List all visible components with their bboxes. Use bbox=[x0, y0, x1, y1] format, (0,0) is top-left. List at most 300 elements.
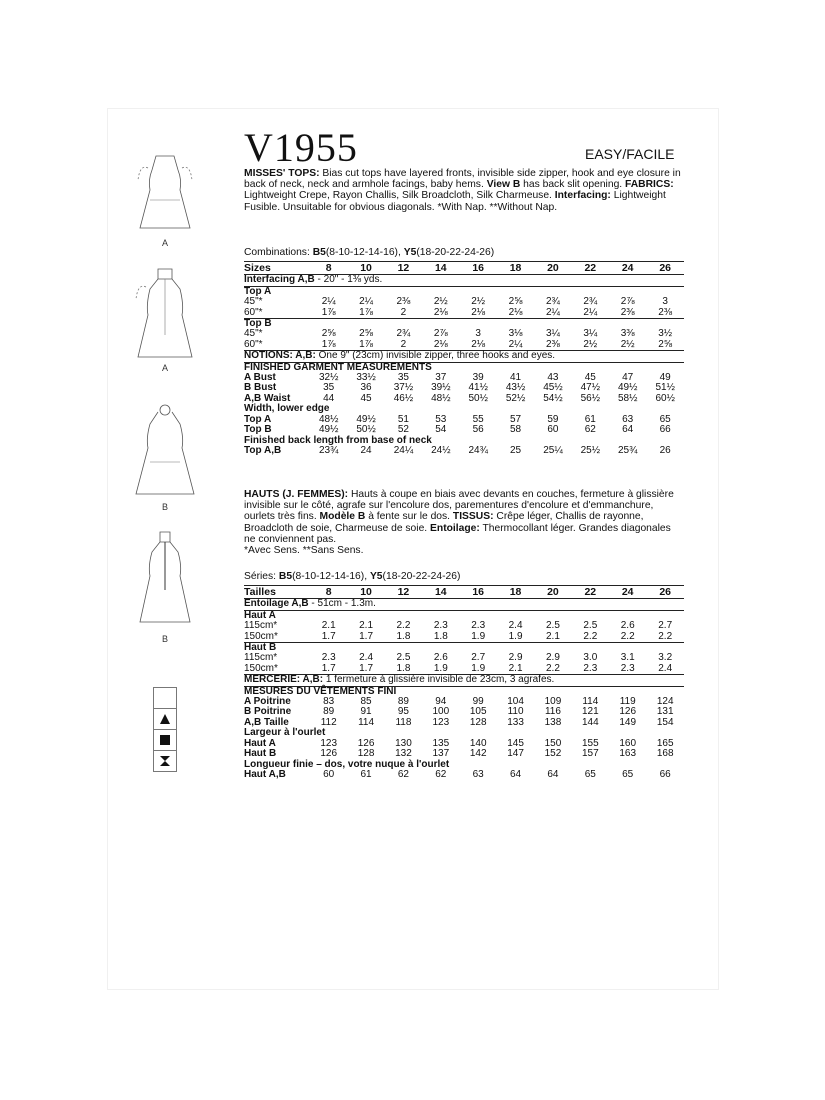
cell-value: 104 bbox=[507, 696, 524, 708]
cell-value: 35 bbox=[323, 382, 335, 394]
cell-value: 45 bbox=[584, 372, 596, 384]
cell-value: 114 bbox=[582, 696, 599, 708]
section-label: FINISHED GARMENT MEASUREMENTS bbox=[244, 362, 684, 373]
cell-value: 36 bbox=[360, 382, 372, 394]
cell-value: 2.3 bbox=[583, 662, 598, 674]
cell-value: 62 bbox=[584, 424, 596, 436]
view-label: A bbox=[161, 363, 168, 373]
cell-value: 64 bbox=[510, 768, 522, 780]
cell-value: 35 bbox=[397, 372, 409, 384]
cell-value: 116 bbox=[544, 706, 561, 718]
cell-value: 3 bbox=[662, 296, 668, 308]
cell-value: 41½ bbox=[468, 382, 488, 394]
size-col: 10 bbox=[347, 586, 384, 599]
cell-value: 123 bbox=[432, 716, 450, 728]
section-label: Haut B bbox=[244, 643, 684, 654]
combinations-english: Combinations: B5(8-10-12-14-16), Y5(18-20-22-24-26) bbox=[244, 247, 495, 258]
row-label: Haut A bbox=[244, 737, 276, 749]
hourglass-icon bbox=[153, 750, 177, 772]
cell-value: 56 bbox=[472, 424, 484, 436]
pattern-number: V1955 bbox=[244, 125, 358, 170]
cell-value: 37½ bbox=[393, 382, 414, 394]
size-col: 24 bbox=[609, 262, 646, 275]
cell-value: 149 bbox=[619, 716, 637, 728]
cell-value: 2⅛ bbox=[471, 306, 486, 318]
cell-value: 2¾ bbox=[545, 296, 560, 308]
cell-value: 126 bbox=[619, 706, 637, 718]
fabrics-text: Lightweight Crepe, Rayon Challis, Silk Broadcloth, Silk Charmeuse. bbox=[244, 190, 555, 202]
sketch-view-a-front bbox=[120, 150, 210, 250]
cell-value: 49 bbox=[659, 372, 671, 384]
row-text: - 51cm - 1.3m. bbox=[308, 598, 376, 610]
yardage-table-english bbox=[244, 261, 684, 456]
cell-value: 2.3 bbox=[321, 652, 336, 664]
cell-value: 2⅛ bbox=[433, 306, 448, 318]
cell-value: 132 bbox=[395, 748, 412, 760]
table-row bbox=[244, 749, 684, 759]
section-label: Top A bbox=[244, 286, 684, 297]
cell-value: 2.4 bbox=[658, 662, 673, 674]
cell-value: 24½ bbox=[431, 444, 451, 456]
cell-value: 1⅞ bbox=[359, 338, 374, 350]
cell-value: 2.6 bbox=[620, 620, 635, 632]
cell-value: 46½ bbox=[393, 392, 414, 404]
cell-value: 124 bbox=[656, 696, 674, 708]
interfacing-text: Lightweight Fusible. Unsuitable for obvious diagonals. *With Nap. **Without Nap. bbox=[244, 190, 666, 213]
tissus-label: TISSUS: bbox=[452, 511, 494, 523]
size-col: 24 bbox=[609, 586, 646, 599]
cell-value: 165 bbox=[656, 737, 674, 749]
view-label: B bbox=[161, 502, 168, 512]
section-row bbox=[244, 760, 684, 770]
cell-value: 37 bbox=[435, 372, 447, 384]
cell-value: 33½ bbox=[356, 372, 376, 384]
cell-value: 54½ bbox=[543, 392, 563, 404]
cell-value: 138 bbox=[544, 716, 562, 728]
cell-value: 51 bbox=[397, 413, 409, 425]
cell-value: 160 bbox=[619, 737, 637, 749]
cell-value: 2.2 bbox=[396, 620, 411, 632]
cell-value: 83 bbox=[323, 696, 335, 708]
table-row bbox=[244, 770, 684, 780]
cell-value: 43 bbox=[547, 372, 559, 384]
blank-icon bbox=[153, 687, 177, 708]
cell-value: 2.1 bbox=[359, 620, 374, 632]
view-label: A bbox=[161, 238, 168, 248]
cell-value: 1⅞ bbox=[321, 306, 336, 318]
cell-value: 2 bbox=[400, 338, 407, 350]
row-label: 115cm* bbox=[244, 620, 278, 632]
cell-value: 1.9 bbox=[471, 630, 486, 642]
cell-value: 2½ bbox=[583, 338, 598, 350]
cell-value: 25½ bbox=[580, 444, 601, 456]
cell-value: 3½ bbox=[658, 328, 673, 340]
cell-value: 50½ bbox=[356, 424, 376, 436]
cell-value: 2⅛ bbox=[508, 306, 523, 318]
cell-value: 66 bbox=[659, 424, 671, 436]
cell-value: 3⅜ bbox=[620, 328, 635, 340]
size-col: 26 bbox=[646, 586, 684, 599]
cell-value: 130 bbox=[395, 737, 412, 749]
cell-value: 2.7 bbox=[471, 652, 486, 664]
cell-value: 94 bbox=[435, 696, 447, 708]
view-label: B bbox=[161, 634, 168, 644]
cell-value: 1.9 bbox=[508, 630, 523, 642]
cell-value: 112 bbox=[320, 716, 337, 728]
row-label: A,B Taille bbox=[244, 716, 289, 728]
size-col: 26 bbox=[646, 262, 684, 275]
cell-value: 2.2 bbox=[620, 630, 635, 642]
sketch-view-b-front bbox=[120, 402, 210, 512]
cell-value: 66 bbox=[659, 768, 671, 780]
cell-value: 1.8 bbox=[396, 662, 411, 674]
cell-value: 144 bbox=[581, 716, 599, 728]
cell-value: 2¼ bbox=[508, 338, 523, 350]
cell-value: 48½ bbox=[318, 413, 339, 425]
cell-value: 2¾ bbox=[396, 328, 411, 340]
cell-value: 3⅛ bbox=[508, 328, 523, 340]
cell-value: 114 bbox=[358, 716, 375, 728]
cell-value: 85 bbox=[360, 696, 372, 708]
cell-value: 58 bbox=[510, 424, 522, 436]
cell-value: 163 bbox=[619, 748, 637, 760]
cell-value: 2¼ bbox=[545, 306, 560, 318]
cell-value: 2.3 bbox=[433, 620, 448, 632]
cell-value: 2.9 bbox=[508, 652, 523, 664]
cell-value: 1.7 bbox=[359, 630, 374, 642]
description-english bbox=[244, 168, 684, 213]
table-row bbox=[244, 415, 684, 425]
cell-value: 142 bbox=[469, 748, 487, 760]
cell-value: 2.3 bbox=[471, 620, 486, 632]
cell-value: 3.1 bbox=[620, 652, 635, 664]
cell-value: 2⅜ bbox=[396, 296, 411, 308]
table-row bbox=[244, 707, 684, 717]
cell-value: 62 bbox=[435, 768, 447, 780]
row-label: A Poitrine bbox=[244, 696, 291, 708]
cell-value: 1.9 bbox=[471, 662, 486, 674]
table-row bbox=[244, 329, 684, 339]
table-row bbox=[244, 632, 684, 643]
cell-value: 2½ bbox=[471, 296, 486, 308]
section-row bbox=[244, 643, 684, 654]
cell-value: 121 bbox=[581, 706, 599, 718]
table-row bbox=[244, 697, 684, 707]
cell-value: 32½ bbox=[318, 372, 339, 384]
cell-value: 44 bbox=[323, 392, 335, 404]
description-french bbox=[244, 489, 684, 556]
row-label: B Poitrine bbox=[244, 706, 292, 718]
row-label: B Bust bbox=[244, 382, 277, 394]
entoilage-label: Entoilage: bbox=[430, 522, 480, 534]
triangle-icon bbox=[153, 708, 177, 729]
cell-value: 48½ bbox=[431, 392, 451, 404]
size-col: 20 bbox=[534, 262, 571, 275]
cell-value: 1.9 bbox=[433, 662, 448, 674]
cell-value: 1.8 bbox=[433, 630, 448, 642]
section-label: Largeur à l'ourlet bbox=[244, 727, 326, 739]
desc-body: has back slit opening. bbox=[520, 179, 626, 191]
cell-value: 60 bbox=[323, 768, 335, 780]
cell-value: 60 bbox=[547, 424, 559, 436]
cell-value: 91 bbox=[360, 706, 372, 718]
cell-value: 123 bbox=[320, 737, 338, 749]
cell-value: 51½ bbox=[655, 382, 675, 394]
section-label: MESURES DU VÊTEMENTS FINI bbox=[244, 686, 684, 697]
cell-value: 3.2 bbox=[658, 652, 673, 664]
cell-value: 3¼ bbox=[583, 328, 598, 340]
cell-value: 49½ bbox=[318, 424, 339, 436]
cell-value: 65 bbox=[659, 413, 671, 425]
cell-value: 1⅞ bbox=[321, 338, 336, 350]
combinations-french: Séries: B5(8-10-12-14-16), Y5(18-20-22-24-26) bbox=[244, 571, 461, 582]
cell-value: 61 bbox=[584, 413, 596, 425]
cell-value: 3 bbox=[475, 328, 481, 340]
cell-value: 99 bbox=[472, 696, 484, 708]
cell-value: 2⅝ bbox=[508, 296, 523, 308]
section-label: Finished back length from base of neck bbox=[244, 434, 432, 446]
cell-value: 168 bbox=[656, 748, 674, 760]
cell-value: 2.9 bbox=[545, 652, 560, 664]
cell-value: 56½ bbox=[580, 392, 601, 404]
section-label: Width, lower edge bbox=[244, 403, 330, 415]
difficulty-label: EASY/FACILE bbox=[585, 146, 675, 162]
cell-value: 154 bbox=[656, 716, 674, 728]
cell-value: 2.6 bbox=[433, 652, 448, 664]
cell-value: 43½ bbox=[505, 382, 526, 394]
section-row bbox=[244, 319, 684, 330]
nap-note: *Avec Sens. **Sans Sens. bbox=[244, 545, 364, 557]
row-label: Haut B bbox=[244, 748, 277, 760]
cell-value: 2⅝ bbox=[321, 328, 336, 340]
cell-value: 2½ bbox=[620, 338, 635, 350]
section-row bbox=[244, 728, 684, 738]
cell-value: 2.3 bbox=[620, 662, 635, 674]
size-header-label: Tailles bbox=[244, 586, 310, 599]
cell-value: 2.5 bbox=[583, 620, 598, 632]
size-col: 16 bbox=[460, 262, 497, 275]
cell-value: 47½ bbox=[580, 382, 601, 394]
cell-value: 126 bbox=[357, 737, 375, 749]
size-col: 18 bbox=[497, 586, 534, 599]
size-header-label: Sizes bbox=[244, 262, 310, 275]
cell-value: 55 bbox=[472, 413, 484, 425]
cell-value: 157 bbox=[581, 748, 599, 760]
desc-viewb: View B bbox=[486, 179, 521, 191]
desc-modeleb: Modèle B bbox=[319, 511, 366, 523]
row-text: One 9" (23cm) invisible zipper, three hooks and eyes. bbox=[315, 350, 556, 362]
cell-value: 2¼ bbox=[321, 296, 336, 308]
cell-value: 109 bbox=[544, 696, 562, 708]
cell-value: 64 bbox=[622, 424, 634, 436]
section-row bbox=[244, 686, 684, 697]
table-row bbox=[244, 446, 684, 456]
size-col: 14 bbox=[422, 586, 459, 599]
cell-value: 2⅜ bbox=[620, 306, 635, 318]
row-label: Top A bbox=[244, 413, 272, 425]
size-col: 22 bbox=[572, 262, 609, 275]
row-label: Haut A,B bbox=[244, 768, 286, 780]
desc-body: Hauts à coupe en biais avec devants en couches, fermeture à glissière invisible sur le côté, agrafe sur l'encolure dos, parementures d'encolure et d'emmanchure, ourlets très fins. bbox=[244, 489, 674, 523]
cell-value: 25 bbox=[510, 444, 522, 456]
cell-value: 2.1 bbox=[508, 662, 523, 674]
desc-lead: HAUTS (J. FEMMES): bbox=[244, 489, 349, 500]
cell-value: 52½ bbox=[505, 392, 526, 404]
section-label: Longueur finie – dos, votre nuque à l'ourlet bbox=[244, 758, 450, 770]
cell-value: 131 bbox=[656, 706, 674, 718]
cell-value: 3¼ bbox=[545, 328, 560, 340]
cell-value: 2.2 bbox=[545, 662, 560, 674]
cell-value: 2.5 bbox=[545, 620, 560, 632]
cell-value: 61 bbox=[360, 768, 372, 780]
cell-value: 2¼ bbox=[583, 306, 598, 318]
row-label: A,B Waist bbox=[244, 392, 291, 404]
cell-value: 133 bbox=[507, 716, 524, 728]
row-text: 1 fermeture à glissière invisible de 23cm, 3 agrafes. bbox=[323, 674, 555, 686]
table-row bbox=[244, 297, 684, 307]
cell-value: 2⅝ bbox=[359, 328, 374, 340]
yardage-table-french bbox=[244, 585, 684, 780]
cell-value: 2.2 bbox=[583, 630, 598, 642]
size-col: 16 bbox=[460, 586, 497, 599]
row-label: MERCERIE: A,B: bbox=[244, 674, 324, 686]
text-row bbox=[244, 275, 684, 286]
table-row bbox=[244, 653, 684, 663]
size-col: 8 bbox=[310, 262, 347, 275]
row-text: - 20" - 1⅜ yds. bbox=[314, 274, 383, 286]
row-label: A Bust bbox=[244, 372, 276, 384]
cell-value: 2⅞ bbox=[433, 328, 448, 340]
cell-value: 64 bbox=[547, 768, 559, 780]
cell-value: 52 bbox=[397, 424, 409, 436]
section-row bbox=[244, 286, 684, 297]
cell-value: 2.1 bbox=[545, 630, 560, 642]
cell-value: 39 bbox=[472, 372, 484, 384]
cell-value: 118 bbox=[395, 716, 412, 728]
cell-value: 2½ bbox=[433, 296, 448, 308]
row-label: Interfacing A,B bbox=[244, 274, 315, 286]
cell-value: 24¾ bbox=[468, 444, 488, 456]
cell-value: 2⅝ bbox=[658, 338, 673, 350]
fabrics-label: FABRICS: bbox=[625, 179, 674, 191]
row-label: 115cm* bbox=[244, 652, 278, 664]
row-label: Top B bbox=[244, 424, 272, 436]
cell-value: 63 bbox=[622, 413, 634, 425]
cell-value: 89 bbox=[397, 696, 409, 708]
cell-value: 2¼ bbox=[359, 296, 374, 308]
table-row bbox=[244, 664, 684, 675]
row-label: 150cm* bbox=[244, 630, 278, 642]
cell-value: 1⅞ bbox=[359, 306, 374, 318]
tissus-text: Crêpe léger, Challis de rayonne, Broadcloth de soie, Charmeuse de soie. bbox=[244, 511, 644, 534]
row-label: 150cm* bbox=[244, 662, 278, 674]
cell-value: 89 bbox=[323, 706, 335, 718]
section-label: Top B bbox=[244, 319, 684, 330]
cell-value: 57 bbox=[510, 413, 522, 425]
desc-body: Bias cut tops have layered fronts, invisible side zipper, hook and eye closure in back of neck, neck and armhole facings, baby hems. bbox=[244, 168, 681, 191]
cell-value: 49½ bbox=[356, 413, 376, 425]
cell-value: 1.7 bbox=[321, 630, 336, 642]
cell-value: 49½ bbox=[617, 382, 638, 394]
desc-body: à fente sur le dos. bbox=[365, 511, 453, 523]
cell-value: 65 bbox=[584, 768, 596, 780]
row-label: Top A,B bbox=[244, 444, 282, 456]
cell-value: 24 bbox=[360, 444, 372, 456]
cell-value: 128 bbox=[357, 748, 375, 760]
table-row bbox=[244, 621, 684, 631]
cell-value: 45 bbox=[360, 392, 372, 404]
cell-value: 155 bbox=[581, 737, 599, 749]
cell-value: 1.8 bbox=[396, 630, 411, 642]
text-row bbox=[244, 675, 684, 686]
table-row bbox=[244, 425, 684, 435]
cell-value: 2.4 bbox=[359, 652, 374, 664]
cell-value: 23¾ bbox=[318, 444, 339, 456]
cell-value: 2.7 bbox=[658, 620, 673, 632]
cell-value: 95 bbox=[397, 706, 409, 718]
cell-value: 47 bbox=[622, 372, 634, 384]
cell-value: 126 bbox=[320, 748, 338, 760]
size-col: 12 bbox=[385, 586, 422, 599]
row-label: 60"* bbox=[244, 338, 263, 350]
sketch-view-a-back bbox=[120, 265, 210, 375]
cell-value: 2⅛ bbox=[471, 338, 486, 350]
table-row bbox=[244, 739, 684, 749]
cell-value: 65 bbox=[622, 768, 634, 780]
cell-value: 105 bbox=[469, 706, 487, 718]
section-row bbox=[244, 610, 684, 621]
sketch-view-b-back bbox=[120, 530, 210, 645]
cell-value: 137 bbox=[432, 748, 450, 760]
row-label: Entoilage A,B bbox=[244, 598, 309, 610]
size-header-row bbox=[244, 586, 684, 599]
cell-value: 100 bbox=[432, 706, 450, 718]
row-label: 45"* bbox=[244, 296, 263, 308]
cell-value: 2⅜ bbox=[658, 306, 673, 318]
cell-value: 39½ bbox=[431, 382, 451, 394]
cell-value: 2.4 bbox=[508, 620, 523, 632]
size-header-row bbox=[244, 262, 684, 275]
cell-value: 2 bbox=[400, 306, 407, 318]
row-label: NOTIONS: A,B: bbox=[244, 350, 316, 362]
cell-value: 54 bbox=[435, 424, 447, 436]
size-col: 22 bbox=[572, 586, 609, 599]
cell-value: 60½ bbox=[655, 392, 675, 404]
text-row bbox=[244, 599, 684, 610]
section-label: Haut A bbox=[244, 610, 684, 621]
cell-value: 140 bbox=[469, 737, 487, 749]
size-col: 14 bbox=[422, 262, 459, 275]
row-label: 60"* bbox=[244, 306, 263, 318]
interfacing-label: Interfacing: bbox=[554, 190, 611, 202]
section-row bbox=[244, 362, 684, 373]
cell-value: 63 bbox=[472, 768, 484, 780]
cell-value: 119 bbox=[619, 696, 636, 708]
cell-value: 41 bbox=[510, 372, 522, 384]
cell-value: 128 bbox=[469, 716, 487, 728]
cell-value: 58½ bbox=[617, 392, 638, 404]
cell-value: 2.5 bbox=[396, 652, 411, 664]
cell-value: 152 bbox=[544, 748, 562, 760]
desc-lead: MISSES' TOPS: bbox=[244, 168, 320, 179]
row-label: 45"* bbox=[244, 328, 263, 340]
cell-value: 26 bbox=[659, 444, 671, 456]
cell-value: 110 bbox=[507, 706, 524, 718]
cell-value: 2¾ bbox=[583, 296, 598, 308]
size-col: 20 bbox=[534, 586, 571, 599]
square-icon bbox=[153, 729, 177, 750]
cell-value: 147 bbox=[507, 748, 524, 760]
